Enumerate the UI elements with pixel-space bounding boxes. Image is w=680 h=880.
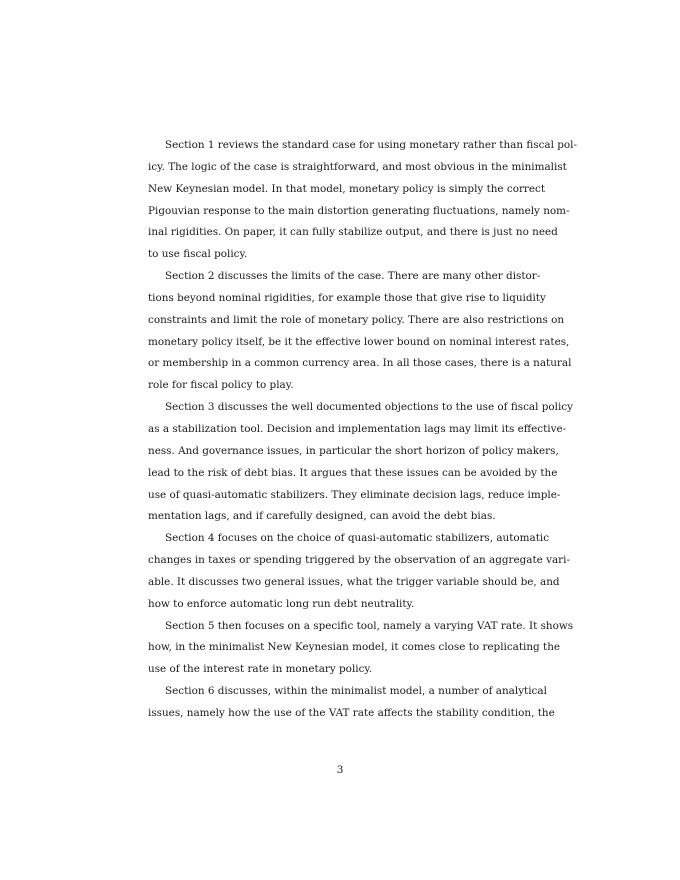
text-line: inal rigidities. On paper, it can fully stabilize output, and there is just no need	[148, 226, 558, 239]
text-line: Section 3 discusses the well documented objections to the use of fiscal policy	[165, 401, 573, 414]
text-line: Section 2 discusses the limits of the case. There are many other distor-	[165, 270, 541, 283]
text-line: how to enforce automatic long run debt neutrality.	[148, 597, 415, 610]
text-line: Pigouvian response to the main distortion generating fluctuations, namely nom-	[148, 204, 570, 217]
text-line: Section 6 discusses, within the minimalist model, a number of analytical	[165, 685, 547, 698]
text-line: use of the interest rate in monetary policy.	[148, 663, 373, 676]
page-number: 3	[336, 764, 344, 776]
paragraph-section-1	[148, 135, 577, 266]
text-line: as a stabilization tool. Decision and implementation lags may limit its effective-	[148, 422, 567, 435]
text-line: Section 5 then focuses on a specific tool, namely a varying VAT rate. It shows	[165, 619, 574, 632]
text-line: Section 4 focuses on the choice of quasi-automatic stabilizers, automatic	[165, 532, 550, 545]
paragraph-section-5	[148, 616, 574, 682]
text-line: ness. And governance issues, in particular the short horizon of policy makers,	[148, 444, 559, 457]
text-line: monetary policy itself, be it the effective lower bound on nominal interest rates,	[148, 335, 570, 348]
paragraph-section-3	[148, 397, 573, 528]
text-line: use of quasi-automatic stabilizers. They eliminate decision lags, reduce imple-	[148, 488, 561, 501]
text-line: New Keynesian model. In that model, monetary policy is simply the correct	[148, 182, 546, 195]
text-line: icy. The logic of the case is straightforward, and most obvious in the minimalist	[148, 160, 567, 173]
text-line: mentation lags, and if carefully designed, can avoid the debt bias.	[148, 510, 496, 523]
paragraph-section-4	[148, 528, 570, 615]
text-line: constraints and limit the role of monetary policy. There are also restrictions on	[148, 313, 565, 326]
paragraph-section-2	[148, 266, 572, 397]
text-line: changes in taxes or spending triggered by the observation of an aggregate vari-	[148, 554, 570, 567]
text-line: lead to the risk of debt bias. It argues that these issues can be avoided by the	[148, 466, 558, 479]
text-line: role for fiscal policy to play.	[148, 379, 294, 392]
body-text	[148, 135, 577, 725]
text-line: Section 1 reviews the standard case for using monetary rather than fiscal pol-	[165, 139, 577, 151]
text-line: able. It discusses two general issues, what the trigger variable should be, and	[148, 575, 560, 588]
paragraph-section-6	[148, 681, 555, 725]
text-line: issues, namely how the use of the VAT rate affects the stability condition, the	[148, 706, 555, 719]
text-line: how, in the minimalist New Keynesian model, it comes close to replicating the	[148, 641, 561, 654]
text-line: tions beyond nominal rigidities, for example those that give rise to liquidity	[148, 291, 546, 304]
text-line: to use fiscal policy.	[148, 248, 248, 261]
text-line: or membership in a common currency area. In all those cases, there is a natural	[148, 357, 572, 370]
